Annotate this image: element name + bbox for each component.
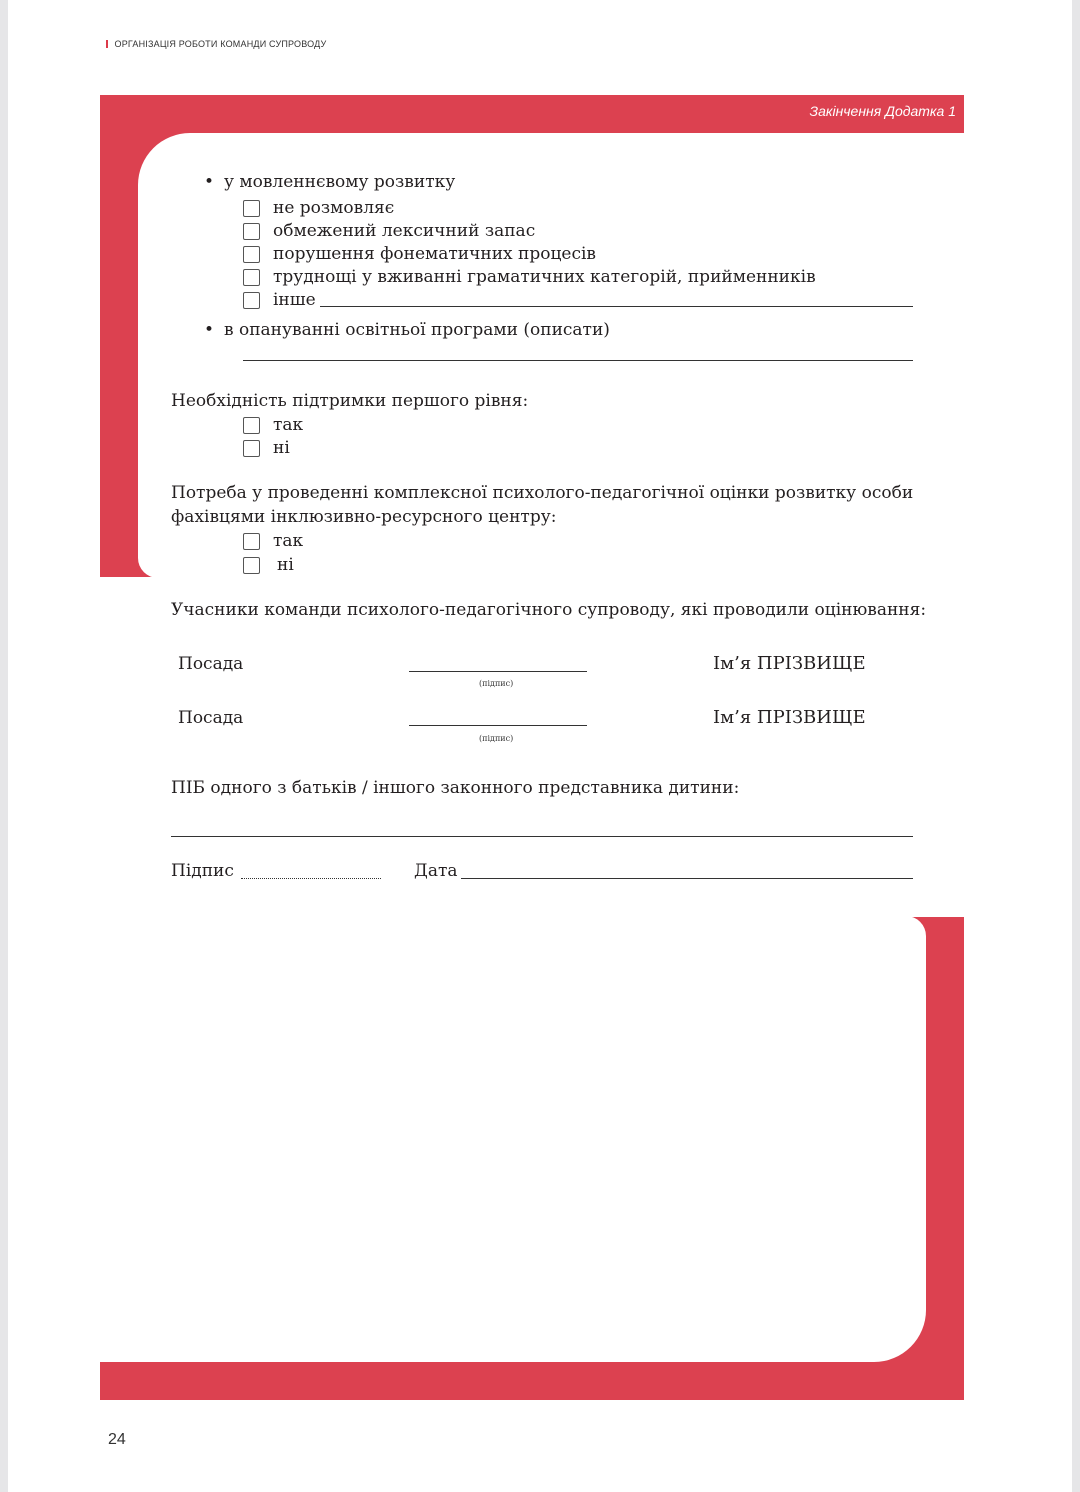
team-heading: Учасники команди психолого-педагогічного супроводу, які проводили оцінювання: xyxy=(171,600,927,620)
support-question: Необхідність підтримки першого рівня: xyxy=(171,391,529,411)
checkbox-assessment-yes[interactable] xyxy=(243,533,260,550)
option-label: обмежений лексичний запас xyxy=(273,221,536,241)
assessment-question-line1: Потреба у проведенні комплексної психолого-педагогічної оцінки розвитку особи xyxy=(171,483,914,503)
option-label: так xyxy=(273,415,304,435)
parent-heading: ПІБ одного з батьків / іншого законного представника дитини: xyxy=(171,778,740,798)
option-label: порушення фонематичних процесів xyxy=(273,244,596,264)
option-label: ні xyxy=(273,438,290,458)
team-position-label: Посада xyxy=(178,708,244,728)
assessment-question-line2: фахівцями інклюзивно-ресурсного центру: xyxy=(171,507,557,527)
checkbox-speech-limited-vocabulary[interactable] xyxy=(243,223,260,240)
running-head-text: ОРГАНІЗАЦІЯ РОБОТИ КОМАНДИ СУПРОВОДУ xyxy=(114,39,327,49)
checkbox-speech-no-talk[interactable] xyxy=(243,200,260,217)
parent-date-line[interactable] xyxy=(461,878,913,879)
signature-caption: (підпис) xyxy=(479,679,514,688)
team-member-name: Ім’я ПРІЗВИЩЕ xyxy=(713,653,866,674)
speech-other-input-line[interactable] xyxy=(320,306,913,307)
checkbox-support-no[interactable] xyxy=(243,440,260,457)
parent-signature-line[interactable] xyxy=(241,878,381,879)
parent-signature-label: Підпис xyxy=(171,861,234,881)
program-description-line[interactable] xyxy=(243,360,913,361)
frame-caption: Закінчення Додатка 1 xyxy=(809,103,956,119)
option-label: ні xyxy=(277,555,294,575)
option-label: труднощі у вживанні граматичних категорій, прийменників xyxy=(273,267,816,287)
parent-date-label: Дата xyxy=(414,861,458,881)
checkbox-speech-other[interactable] xyxy=(243,292,260,309)
program-heading: • в опануванні освітньої програми (описати) xyxy=(224,320,610,340)
team-signature-line[interactable] xyxy=(409,725,587,726)
speech-heading: • у мовленнєвому розвитку xyxy=(224,172,455,192)
checkbox-speech-grammar[interactable] xyxy=(243,269,260,286)
team-position-label: Посада xyxy=(178,654,244,674)
team-signature-line[interactable] xyxy=(409,671,587,672)
team-member-name: Ім’я ПРІЗВИЩЕ xyxy=(713,707,866,728)
page-number: 24 xyxy=(108,1431,126,1448)
checkbox-support-yes[interactable] xyxy=(243,417,260,434)
option-label: так xyxy=(273,531,304,551)
signature-caption: (підпис) xyxy=(479,734,514,743)
parent-name-line[interactable] xyxy=(171,836,913,837)
checkbox-assessment-no[interactable] xyxy=(243,557,260,574)
option-label: не розмовляє xyxy=(273,198,395,218)
checkbox-speech-phonemic[interactable] xyxy=(243,246,260,263)
option-label: інше xyxy=(273,290,316,310)
